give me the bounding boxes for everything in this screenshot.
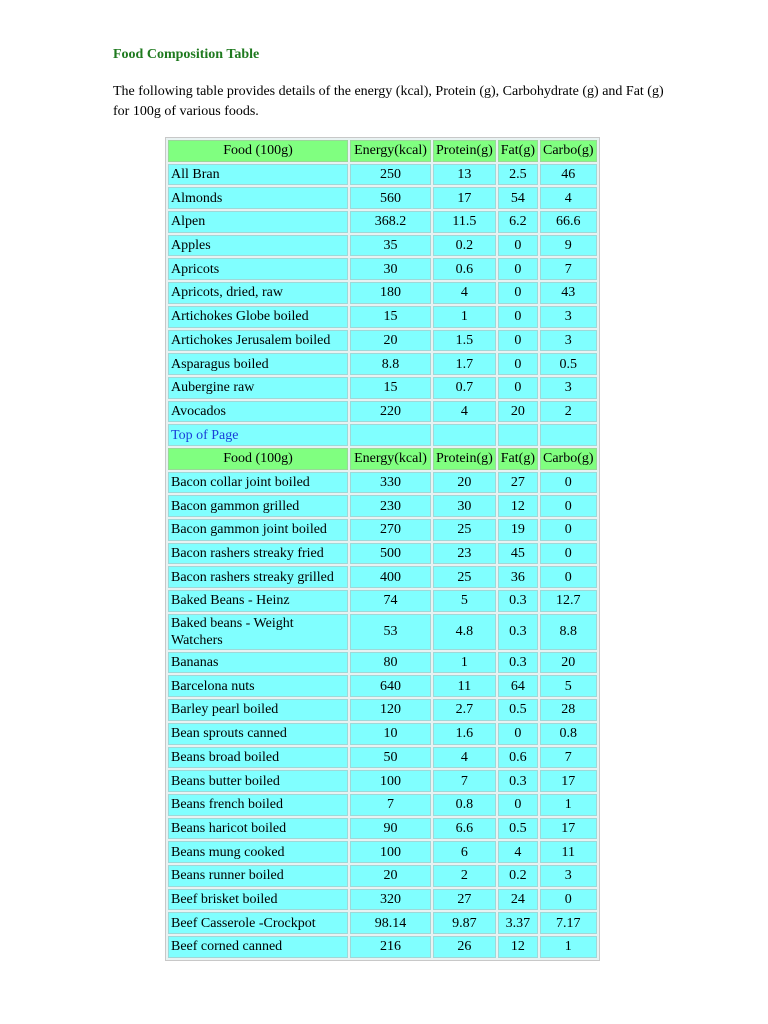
table-row — [168, 472, 597, 494]
cell-energy: 400 — [350, 566, 431, 588]
cell-fat: 12 — [498, 495, 538, 517]
column-header-energy: Energy(kcal) — [350, 140, 431, 162]
cell-food: Beef Casserole -Crockpot — [168, 912, 348, 934]
table-row — [168, 699, 597, 721]
empty-cell — [433, 424, 496, 446]
cell-carbo: 28 — [540, 699, 597, 721]
empty-cell — [350, 424, 431, 446]
cell-energy: 7 — [350, 794, 431, 816]
cell-protein: 7 — [433, 770, 496, 792]
cell-food: Beans mung cooked — [168, 841, 348, 863]
cell-food: Beans runner boiled — [168, 865, 348, 887]
table-row — [168, 770, 597, 792]
cell-food: Beans broad boiled — [168, 747, 348, 769]
cell-energy: 220 — [350, 401, 431, 423]
cell-protein: 11 — [433, 675, 496, 697]
column-header-food: Food (100g) — [168, 140, 348, 162]
table-row — [168, 865, 597, 887]
cell-protein: 9.87 — [433, 912, 496, 934]
table-row — [168, 306, 597, 328]
cell-protein: 0.2 — [433, 235, 496, 257]
column-header-protein: Protein(g) — [433, 448, 496, 470]
cell-carbo: 2 — [540, 401, 597, 423]
cell-food: Apricots, dried, raw — [168, 282, 348, 304]
column-header-carbo: Carbo(g) — [540, 448, 597, 470]
cell-carbo: 43 — [540, 282, 597, 304]
cell-protein: 4 — [433, 747, 496, 769]
cell-protein: 6 — [433, 841, 496, 863]
table-row — [168, 187, 597, 209]
cell-fat: 19 — [498, 519, 538, 541]
cell-fat: 0 — [498, 306, 538, 328]
table-header-row — [168, 448, 597, 470]
cell-fat: 0.3 — [498, 770, 538, 792]
cell-fat: 0.3 — [498, 652, 538, 674]
cell-energy: 74 — [350, 590, 431, 612]
cell-energy: 216 — [350, 936, 431, 958]
table-row — [168, 401, 597, 423]
table-row — [168, 377, 597, 399]
table-row — [168, 353, 597, 375]
table-row — [168, 652, 597, 674]
cell-energy: 560 — [350, 187, 431, 209]
cell-carbo: 0 — [540, 566, 597, 588]
cell-energy: 35 — [350, 235, 431, 257]
cell-carbo: 3 — [540, 377, 597, 399]
cell-carbo: 12.7 — [540, 590, 597, 612]
page-title: Food Composition Table — [113, 47, 260, 62]
table-row — [168, 841, 597, 863]
column-header-protein: Protein(g) — [433, 140, 496, 162]
cell-carbo: 46 — [540, 164, 597, 186]
cell-protein: 1.5 — [433, 330, 496, 352]
cell-carbo: 0 — [540, 519, 597, 541]
cell-energy: 500 — [350, 543, 431, 565]
cell-energy: 250 — [350, 164, 431, 186]
cell-carbo: 4 — [540, 187, 597, 209]
cell-protein: 13 — [433, 164, 496, 186]
cell-protein: 0.6 — [433, 258, 496, 280]
cell-fat: 64 — [498, 675, 538, 697]
cell-carbo: 11 — [540, 841, 597, 863]
cell-carbo: 3 — [540, 330, 597, 352]
cell-carbo: 66.6 — [540, 211, 597, 233]
cell-carbo: 0 — [540, 889, 597, 911]
cell-food: Almonds — [168, 187, 348, 209]
cell-energy: 270 — [350, 519, 431, 541]
cell-fat: 54 — [498, 187, 538, 209]
cell-food: Bean sprouts canned — [168, 723, 348, 745]
cell-carbo: 8.8 — [540, 614, 597, 650]
cell-energy: 120 — [350, 699, 431, 721]
cell-protein: 5 — [433, 590, 496, 612]
food-composition-table — [165, 137, 600, 961]
table-row — [168, 211, 597, 233]
cell-food: Bananas — [168, 652, 348, 674]
cell-carbo: 1 — [540, 936, 597, 958]
cell-food: Baked beans - Weight Watchers — [168, 614, 348, 650]
cell-carbo: 17 — [540, 770, 597, 792]
cell-energy: 230 — [350, 495, 431, 517]
cell-food: Asparagus boiled — [168, 353, 348, 375]
cell-fat: 24 — [498, 889, 538, 911]
cell-protein: 25 — [433, 566, 496, 588]
cell-fat: 3.37 — [498, 912, 538, 934]
cell-fat: 0.5 — [498, 818, 538, 840]
cell-protein: 1 — [433, 652, 496, 674]
table-row — [168, 614, 597, 650]
empty-cell — [498, 424, 538, 446]
table-row — [168, 566, 597, 588]
cell-protein: 1 — [433, 306, 496, 328]
cell-carbo: 0 — [540, 543, 597, 565]
cell-carbo: 3 — [540, 306, 597, 328]
cell-food: Aubergine raw — [168, 377, 348, 399]
cell-food: Beef corned canned — [168, 936, 348, 958]
table-row — [168, 519, 597, 541]
cell-energy: 90 — [350, 818, 431, 840]
cell-carbo: 0.5 — [540, 353, 597, 375]
cell-food: Beans french boiled — [168, 794, 348, 816]
cell-energy: 20 — [350, 865, 431, 887]
cell-fat: 0 — [498, 723, 538, 745]
cell-food: Bacon rashers streaky fried — [168, 543, 348, 565]
cell-food: Beef brisket boiled — [168, 889, 348, 911]
cell-protein: 20 — [433, 472, 496, 494]
cell-protein: 23 — [433, 543, 496, 565]
cell-fat: 0.5 — [498, 699, 538, 721]
cell-energy: 15 — [350, 377, 431, 399]
top-of-page-cell — [168, 424, 348, 446]
cell-energy: 30 — [350, 258, 431, 280]
cell-energy: 100 — [350, 770, 431, 792]
cell-carbo: 5 — [540, 675, 597, 697]
cell-fat: 36 — [498, 566, 538, 588]
table-row — [168, 330, 597, 352]
column-header-fat: Fat(g) — [498, 448, 538, 470]
cell-protein: 30 — [433, 495, 496, 517]
cell-fat: 0 — [498, 282, 538, 304]
cell-fat: 0 — [498, 330, 538, 352]
cell-carbo: 7 — [540, 747, 597, 769]
cell-fat: 0.3 — [498, 590, 538, 612]
cell-protein: 11.5 — [433, 211, 496, 233]
cell-protein: 1.6 — [433, 723, 496, 745]
cell-protein: 25 — [433, 519, 496, 541]
food-table-container — [165, 137, 600, 961]
cell-food: Bacon rashers streaky grilled — [168, 566, 348, 588]
cell-food: Barley pearl boiled — [168, 699, 348, 721]
table-row — [168, 794, 597, 816]
cell-protein: 4.8 — [433, 614, 496, 650]
cell-energy: 15 — [350, 306, 431, 328]
cell-fat: 20 — [498, 401, 538, 423]
cell-energy: 10 — [350, 723, 431, 745]
cell-carbo: 0 — [540, 495, 597, 517]
cell-fat: 12 — [498, 936, 538, 958]
intro-text: The following table provides details of the energy (kcal), Protein (g), Carbohydrate (g) and Fat (g) for 100g of various foods. — [113, 84, 664, 119]
cell-carbo: 0.8 — [540, 723, 597, 745]
cell-food: All Bran — [168, 164, 348, 186]
top-of-page-link[interactable]: Top of Page — [171, 427, 239, 443]
cell-protein: 27 — [433, 889, 496, 911]
cell-protein: 4 — [433, 401, 496, 423]
cell-food: Artichokes Globe boiled — [168, 306, 348, 328]
cell-protein: 6.6 — [433, 818, 496, 840]
cell-fat: 2.5 — [498, 164, 538, 186]
column-header-carbo: Carbo(g) — [540, 140, 597, 162]
cell-protein: 2 — [433, 865, 496, 887]
table-row — [168, 543, 597, 565]
cell-fat: 4 — [498, 841, 538, 863]
table-row — [168, 258, 597, 280]
cell-fat: 0.3 — [498, 614, 538, 650]
cell-protein: 0.8 — [433, 794, 496, 816]
cell-food: Avocados — [168, 401, 348, 423]
table-row — [168, 590, 597, 612]
cell-energy: 368.2 — [350, 211, 431, 233]
table-row — [168, 723, 597, 745]
cell-food: Bacon collar joint boiled — [168, 472, 348, 494]
table-row — [168, 282, 597, 304]
cell-energy: 180 — [350, 282, 431, 304]
cell-energy: 640 — [350, 675, 431, 697]
cell-protein: 17 — [433, 187, 496, 209]
cell-fat: 27 — [498, 472, 538, 494]
column-header-food: Food (100g) — [168, 448, 348, 470]
table-row — [168, 912, 597, 934]
cell-food: Apples — [168, 235, 348, 257]
cell-fat: 0 — [498, 377, 538, 399]
cell-carbo: 0 — [540, 472, 597, 494]
cell-fat: 0 — [498, 235, 538, 257]
table-row — [168, 818, 597, 840]
cell-food: Bacon gammon grilled — [168, 495, 348, 517]
table-row — [168, 889, 597, 911]
cell-energy: 100 — [350, 841, 431, 863]
table-row — [168, 164, 597, 186]
cell-carbo: 7 — [540, 258, 597, 280]
cell-energy: 80 — [350, 652, 431, 674]
cell-protein: 26 — [433, 936, 496, 958]
cell-food: Baked Beans - Heinz — [168, 590, 348, 612]
cell-food: Artichokes Jerusalem boiled — [168, 330, 348, 352]
cell-food: Alpen — [168, 211, 348, 233]
empty-cell — [540, 424, 597, 446]
table-row — [168, 747, 597, 769]
table-row — [168, 235, 597, 257]
cell-carbo: 1 — [540, 794, 597, 816]
cell-energy: 8.8 — [350, 353, 431, 375]
cell-fat: 0 — [498, 258, 538, 280]
cell-energy: 320 — [350, 889, 431, 911]
cell-carbo: 20 — [540, 652, 597, 674]
cell-fat: 0.2 — [498, 865, 538, 887]
cell-protein: 2.7 — [433, 699, 496, 721]
cell-energy: 53 — [350, 614, 431, 650]
cell-food: Bacon gammon joint boiled — [168, 519, 348, 541]
cell-food: Apricots — [168, 258, 348, 280]
cell-energy: 20 — [350, 330, 431, 352]
cell-carbo: 7.17 — [540, 912, 597, 934]
table-header-row — [168, 140, 597, 162]
column-header-fat: Fat(g) — [498, 140, 538, 162]
table-row — [168, 495, 597, 517]
table-row — [168, 936, 597, 958]
cell-protein: 1.7 — [433, 353, 496, 375]
cell-fat: 0.6 — [498, 747, 538, 769]
cell-energy: 330 — [350, 472, 431, 494]
table-row — [168, 675, 597, 697]
cell-food: Beans butter boiled — [168, 770, 348, 792]
cell-fat: 0 — [498, 353, 538, 375]
top-of-page-row — [168, 424, 597, 446]
cell-energy: 98.14 — [350, 912, 431, 934]
cell-carbo: 3 — [540, 865, 597, 887]
cell-food: Barcelona nuts — [168, 675, 348, 697]
cell-carbo: 17 — [540, 818, 597, 840]
cell-carbo: 9 — [540, 235, 597, 257]
cell-fat: 0 — [498, 794, 538, 816]
cell-protein: 0.7 — [433, 377, 496, 399]
cell-energy: 50 — [350, 747, 431, 769]
cell-fat: 6.2 — [498, 211, 538, 233]
cell-fat: 45 — [498, 543, 538, 565]
cell-food: Beans haricot boiled — [168, 818, 348, 840]
column-header-energy: Energy(kcal) — [350, 448, 431, 470]
cell-protein: 4 — [433, 282, 496, 304]
